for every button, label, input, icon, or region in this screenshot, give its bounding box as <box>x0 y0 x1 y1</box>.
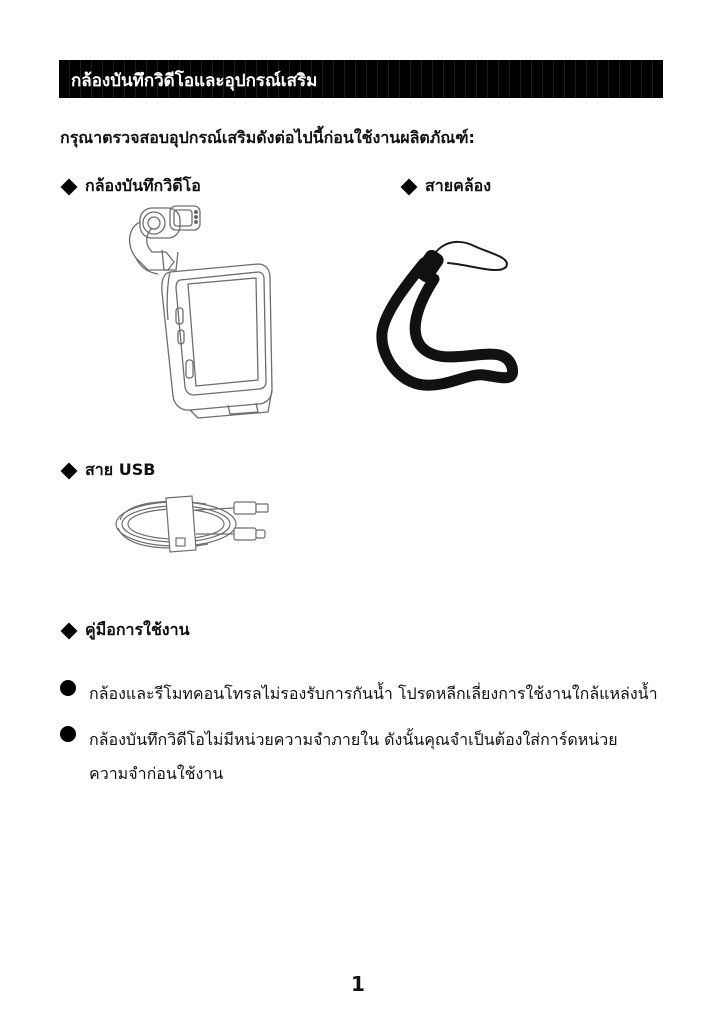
diamond-bullet-icon <box>61 462 78 479</box>
note-memory-card <box>60 723 700 793</box>
page-number: 1 <box>351 972 365 996</box>
note-waterproof-text: กล้องและรีโมทคอนโทรลไม่รองรับการกันน้ำ โปรดหลีกเลี่ยงการใช้งานใกล้แหล่งน้ำ <box>89 684 658 703</box>
item-usb-heading <box>60 458 155 483</box>
item-strap-label: สายคล้อง <box>425 176 492 195</box>
diamond-bullet-icon <box>61 622 78 639</box>
item-camera-heading <box>60 174 201 199</box>
camera-illustration <box>118 200 283 422</box>
section-title: กล้องบันทึกวิดีโอและอุปกรณ์เสริม <box>71 71 318 91</box>
circle-bullet-icon <box>60 726 76 742</box>
item-camera-label: กล้องบันทึกวิดีโอ <box>85 176 201 195</box>
note-memory-card-text: กล้องบันทึกวิดีโอไม่มีหน่วยความจำภายใน ดังนั้นคุณจำเป็นต้องใส่การ์ดหน่วยความจำก่อนใช้งาน <box>89 730 618 783</box>
usb-cable-illustration <box>106 490 276 560</box>
diamond-bullet-icon <box>61 178 78 195</box>
strap-illustration <box>372 235 522 405</box>
note-waterproof <box>60 677 700 711</box>
item-manual-label: คู่มือการใช้งาน <box>85 620 190 639</box>
item-usb-label: สาย USB <box>85 460 156 479</box>
circle-bullet-icon <box>60 680 76 696</box>
intro-text: กรุณาตรวจสอบอุปกรณ์เสริมดังต่อไปนี้ก่อนใช้งานผลิตภัณฑ์: <box>60 128 475 147</box>
item-manual-heading <box>60 618 190 643</box>
section-header-bar <box>59 60 663 98</box>
item-strap-heading <box>400 174 491 199</box>
diamond-bullet-icon <box>401 178 418 195</box>
